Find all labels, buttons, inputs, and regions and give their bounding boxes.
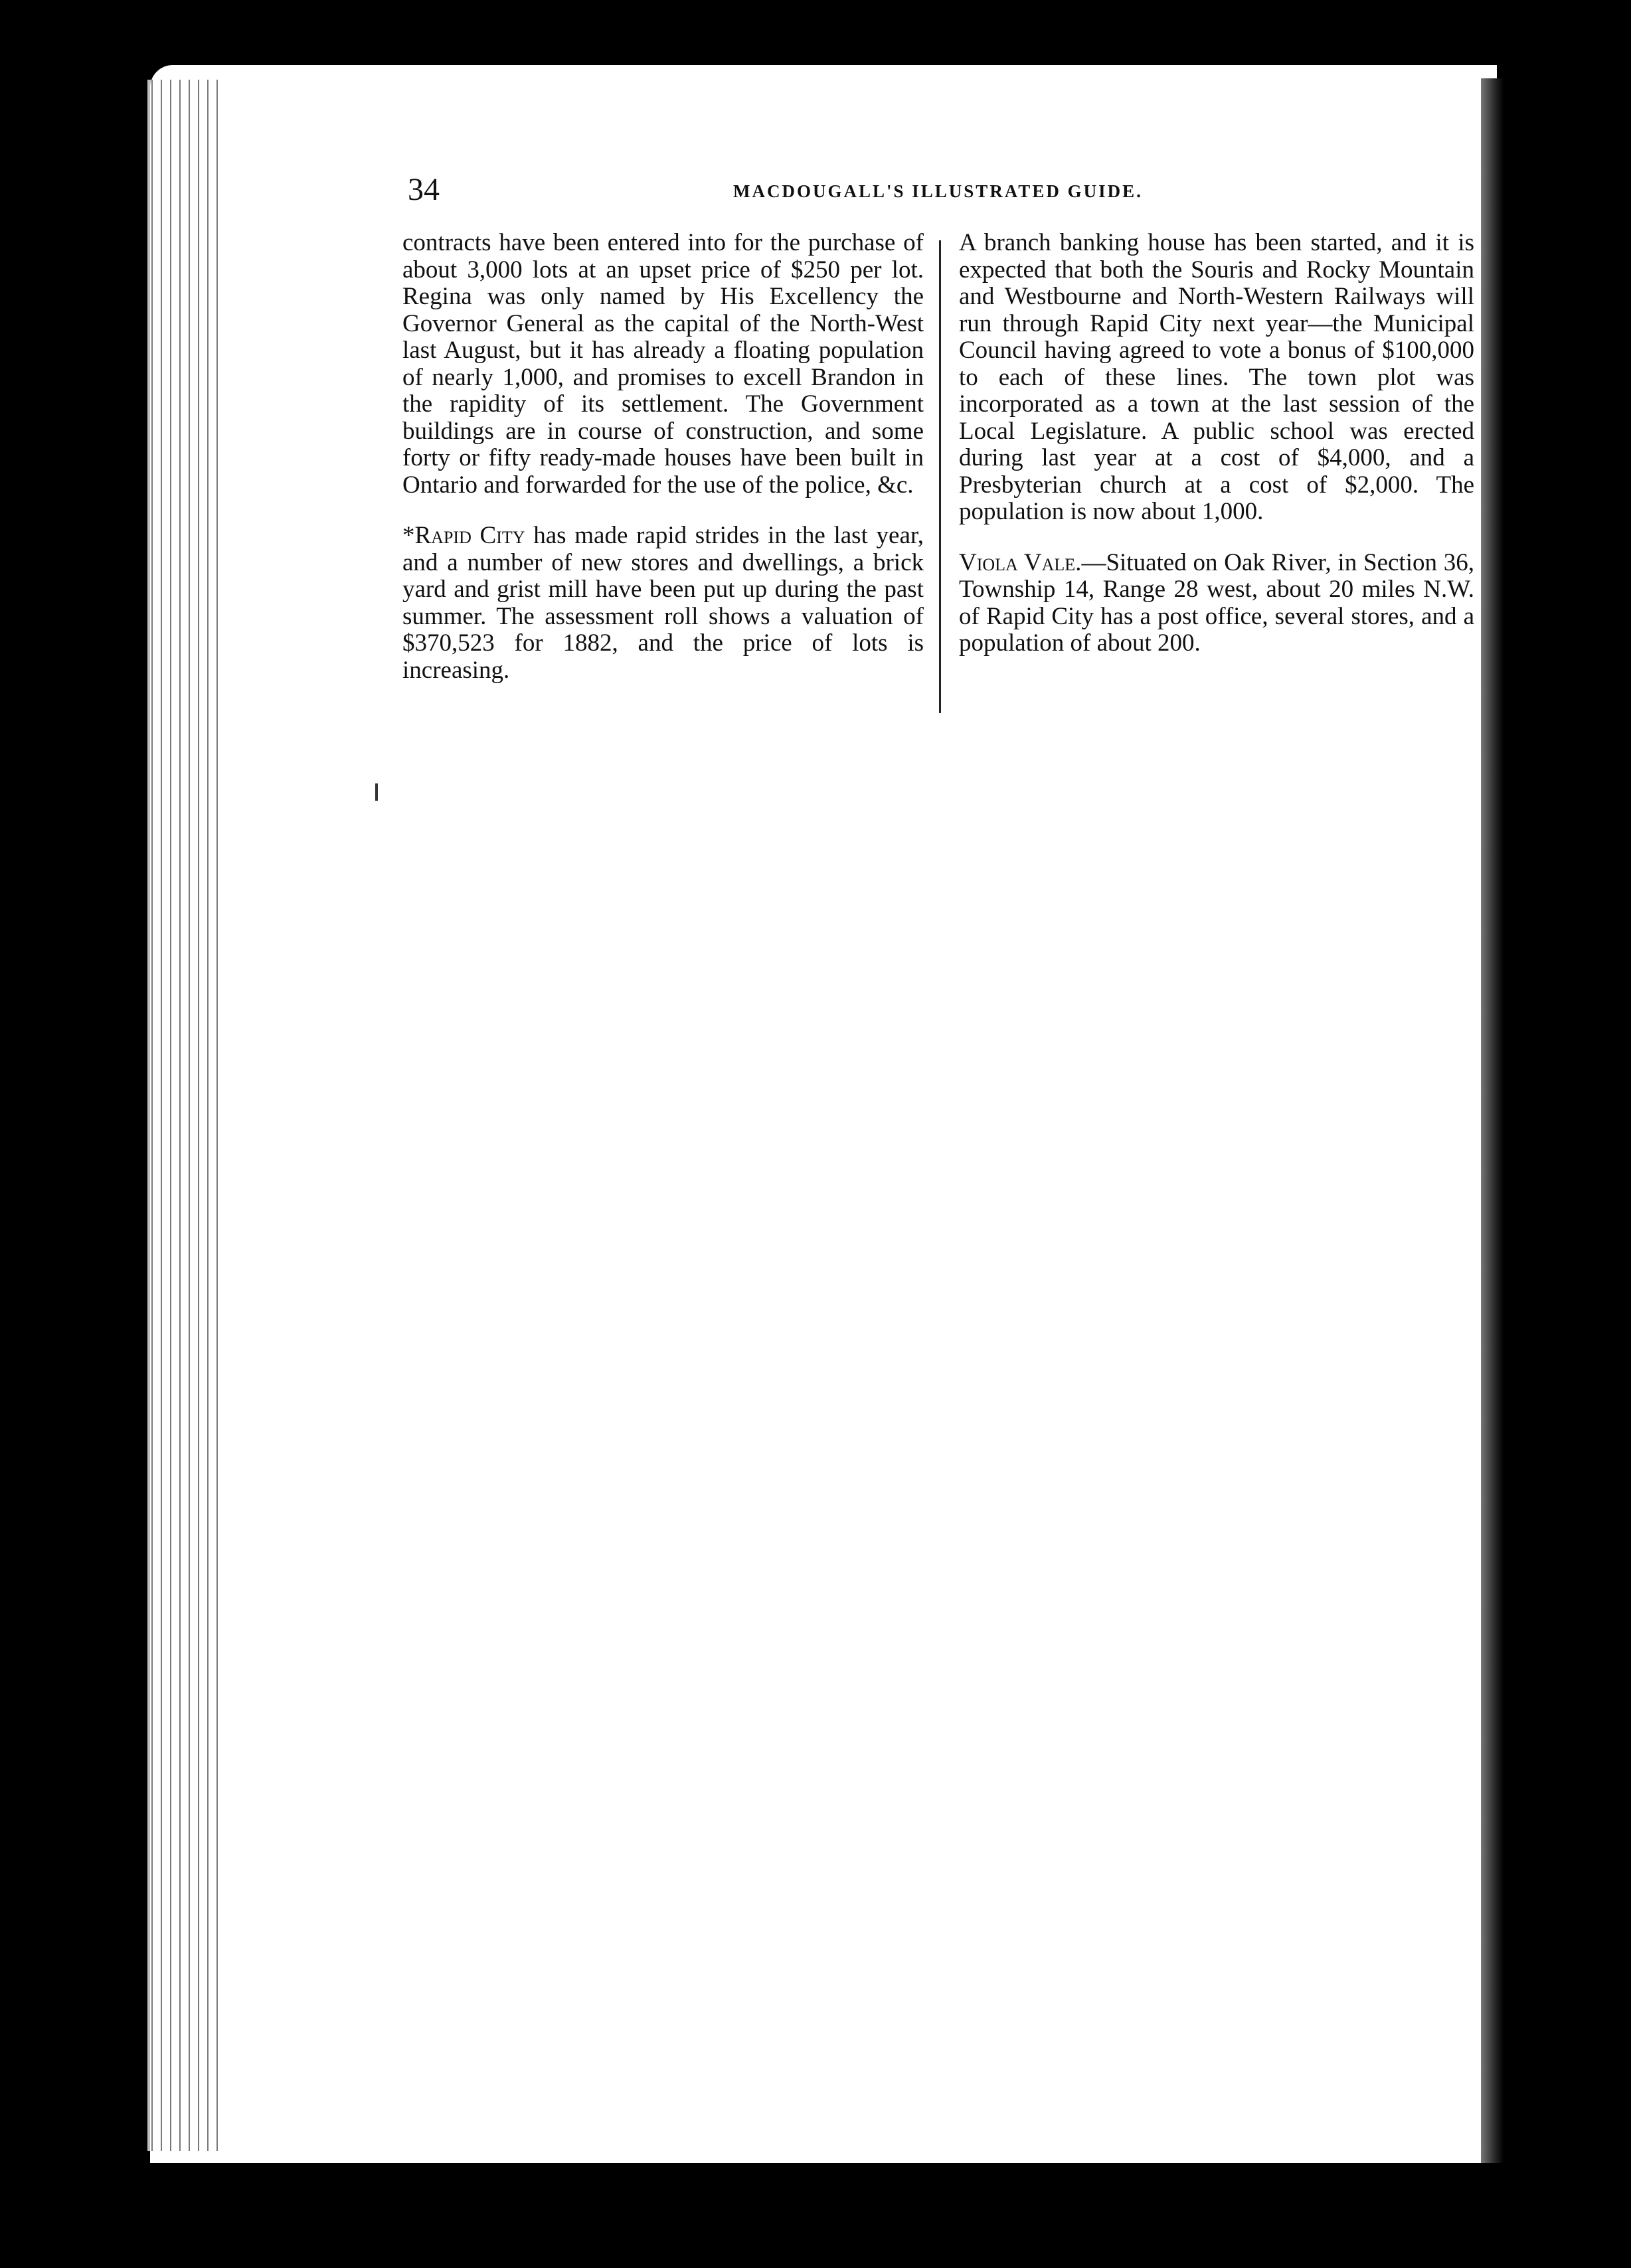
right-paragraph-2-body: —Situated on Oak River, in Section 36, Township 14, Range 28 west, about 20 miles N.W. of Rapid City has a post office, several stores, and a population of about 200.	[959, 548, 1474, 657]
right-column	[959, 230, 1474, 681]
right-paragraph-1: A branch banking house has been started, and it is expected that both the Souris and Rocky Mountain and Westbourne and North-Western Railways will run through Rapid City next year—the Municipal Council having agreed to vote a bonus of $100,000 to each of these lines. The town plot was incorporated as a town at the last session of the Local Legislature. A public school was erected during last year at a cost of $4,000, and a Presbyterian church at a cost of $2,000. The population is now about 1,000.	[959, 229, 1474, 525]
left-paragraph-1: contracts have been entered into for the purchase of about 3,000 lots at an upset price of $250 per lot. Regina was only named by His Excellency the Governor General as the capital of the North-West last August, but it has already a floating population of nearly 1,000, and promises to excell Brandon in the rapidity of its settlement. The Government buildings are in course of construction, and some forty or fifty ready-made houses have been built in Ontario and forwarded for the use of the police, &c.	[402, 229, 924, 499]
binding-shadow	[1481, 78, 1503, 2163]
running-title: MACDOUGALL'S ILLUSTRATED GUIDE.	[733, 181, 1143, 201]
left-paragraph-2	[402, 523, 924, 684]
viola-vale-lead: Viola Vale.	[959, 548, 1082, 576]
page-header	[408, 171, 1470, 211]
rapid-city-lead: *Rapid City	[402, 522, 525, 549]
page-edges	[147, 80, 220, 2151]
ink-speck	[375, 783, 378, 801]
right-paragraph-2	[959, 550, 1474, 657]
column-divider	[939, 240, 941, 713]
page-number: 34	[408, 172, 440, 207]
left-paragraph-2-body: has made rapid strides in the last year, and a number of new stores and dwellings, a brick yard and grist mill have been put up during the past summer. The assessment roll shows a valuation of $370,523 for 1882, and the price of lots is increasing.	[402, 522, 924, 684]
left-column	[402, 230, 924, 708]
